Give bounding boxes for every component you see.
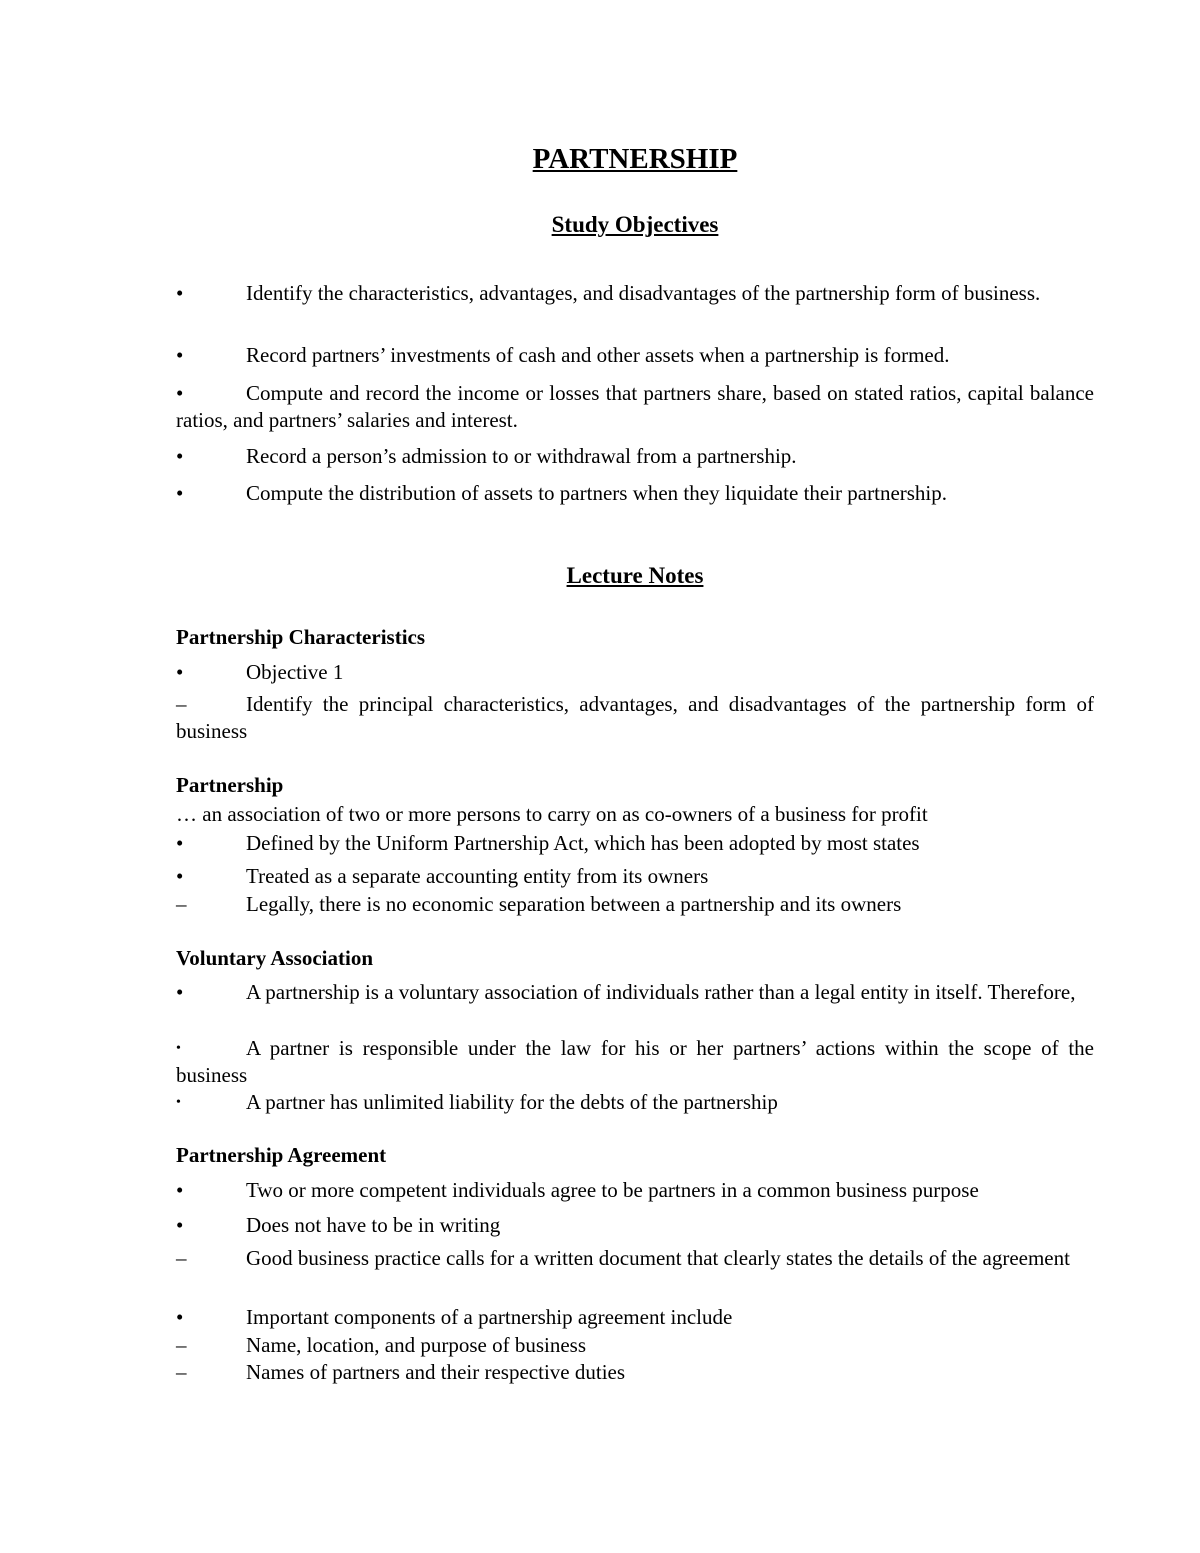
list-item-text: Treated as a separate accounting entity from its owners <box>246 864 709 888</box>
list-item-text: Two or more competent individuals agree to be partners in a common business purpose <box>246 1178 979 1202</box>
list-item-text: Does not have to be in writing <box>246 1213 501 1237</box>
list-item <box>176 863 1094 890</box>
dash-marker: – <box>176 892 187 916</box>
list-item-text: Name, location, and purpose of business <box>246 1333 587 1357</box>
bullet-marker: • <box>176 1041 181 1056</box>
list-item-text: Objective 1 <box>246 660 344 684</box>
definition-text: … an association of two or more persons to carry on as co-owners of a business for profit <box>176 802 928 826</box>
list-item <box>176 1245 1094 1272</box>
list-item-text: Legally, there is no economic separation between a partnership and its owners <box>246 892 902 916</box>
bullet-marker: • <box>176 343 184 367</box>
list-item-text: Defined by the Uniform Partnership Act, which has been adopted by most states <box>246 831 920 855</box>
list-item-text: Record partners’ investments of cash and other assets when a partnership is formed. <box>246 343 950 367</box>
section-heading: Partnership <box>176 773 284 797</box>
list-item-text: Compute and record the income or losses that partners share, based on stated ratios, capital balance ratios, and partners’ salaries and interest. <box>176 381 1094 432</box>
bullet-marker: • <box>176 1095 181 1110</box>
bullet-marker: • <box>176 660 184 684</box>
list-item-text: A partner is responsible under the law for his or her partners’ actions within the scope of the business <box>176 1036 1094 1087</box>
list-item-text: A partnership is a voluntary association of individuals rather than a legal entity in itself. Therefore, <box>246 980 1076 1004</box>
section-heading: Partnership Characteristics <box>176 625 426 649</box>
list-item <box>176 1359 1094 1386</box>
list-item-text: Good business practice calls for a written document that clearly states the details of the agreement <box>246 1246 1070 1270</box>
bullet-marker: • <box>176 1305 184 1329</box>
bullet-marker: • <box>176 1178 184 1202</box>
dash-marker: – <box>176 692 187 716</box>
list-item <box>176 280 1094 307</box>
list-item <box>176 1089 1094 1116</box>
lecture-notes-heading: Lecture Notes <box>566 563 704 588</box>
dash-marker: – <box>176 1246 187 1270</box>
section-heading: Voluntary Association <box>176 946 374 970</box>
bullet-marker: • <box>176 831 184 855</box>
bullet-marker: • <box>176 1213 184 1237</box>
list-item-text: Important components of a partnership agreement include <box>246 1305 733 1329</box>
list-item-text: A partner has unlimited liability for the debts of the partnership <box>246 1090 778 1114</box>
list-item <box>176 891 1094 918</box>
list-item <box>176 1177 1094 1204</box>
bullet-marker: • <box>176 980 184 1004</box>
section-heading: Partnership Agreement <box>176 1143 387 1167</box>
list-item <box>176 659 1094 686</box>
list-item <box>176 380 1094 434</box>
list-item <box>176 691 1094 745</box>
page-title: PARTNERSHIP <box>532 143 738 175</box>
bullet-marker: • <box>176 381 184 405</box>
dash-marker: – <box>176 1360 187 1384</box>
list-item-text: Record a person’s admission to or withdrawal from a partnership. <box>246 444 797 468</box>
list-item-text: Identify the principal characteristics, advantages, and disadvantages of the partnership form of business <box>176 692 1094 743</box>
list-item <box>176 830 1094 857</box>
list-item <box>176 979 1094 1006</box>
list-item <box>176 1212 1094 1239</box>
bullet-marker: • <box>176 864 184 888</box>
bullet-marker: • <box>176 281 184 305</box>
list-item <box>176 1332 1094 1359</box>
bullet-marker: • <box>176 481 184 505</box>
list-item-text: Compute the distribution of assets to partners when they liquidate their partnership. <box>246 481 948 505</box>
list-item <box>176 1035 1094 1089</box>
bullet-marker: • <box>176 444 184 468</box>
dash-marker: – <box>176 1333 187 1357</box>
list-item-text: Names of partners and their respective duties <box>246 1360 626 1384</box>
list-item <box>176 443 1094 470</box>
list-item <box>176 480 1094 507</box>
list-item <box>176 342 1094 369</box>
list-item <box>176 1304 1094 1331</box>
study-objectives-heading: Study Objectives <box>551 212 719 237</box>
list-item-text: Identify the characteristics, advantages, and disadvantages of the partnership form of business. <box>246 281 1041 305</box>
